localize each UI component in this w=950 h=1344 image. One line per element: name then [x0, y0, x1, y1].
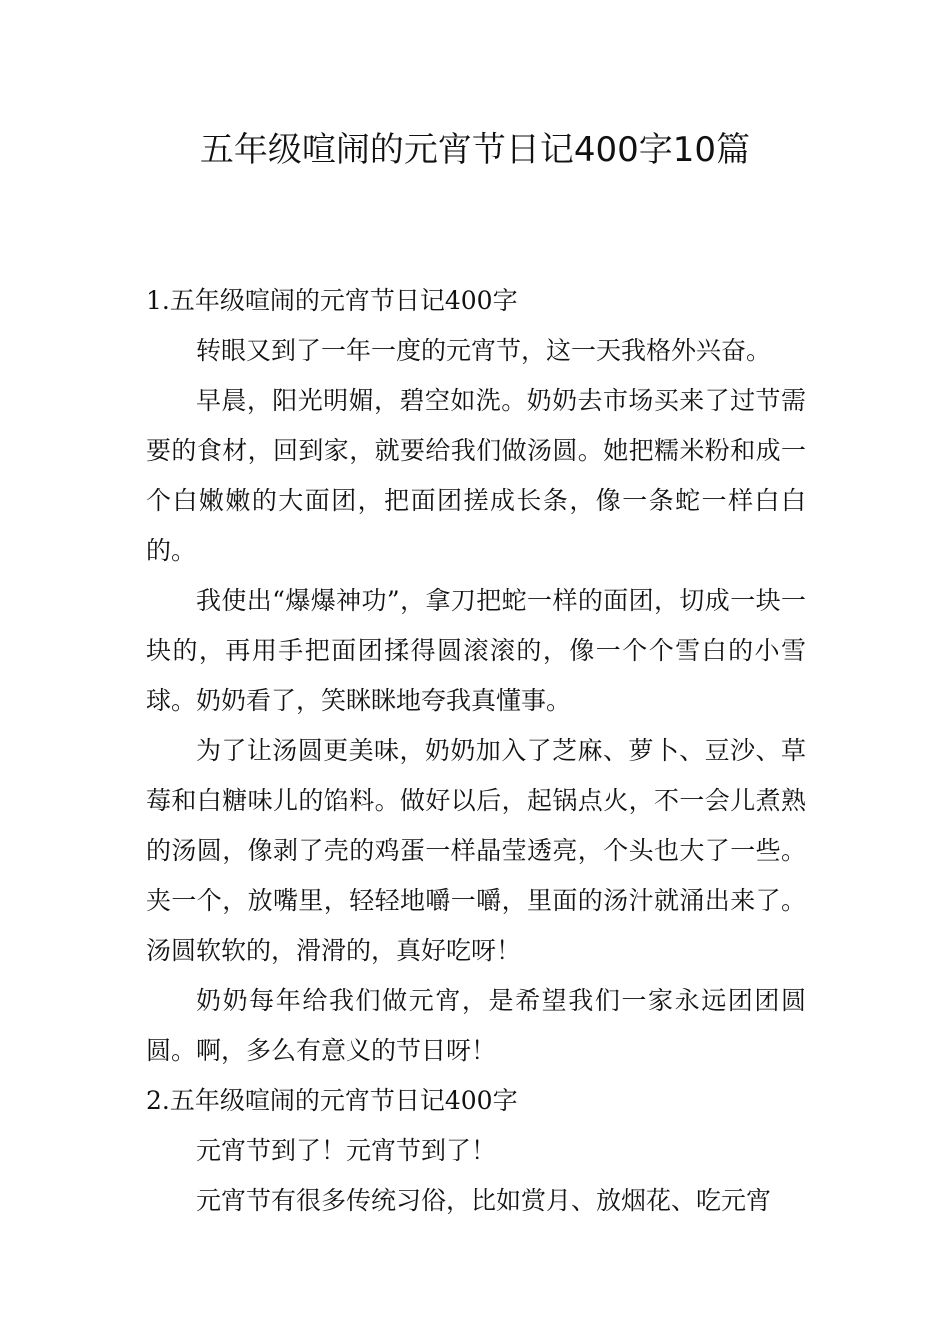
paragraph: 我使出“爆爆神功”，拿刀把蛇一样的面团，切成一块一块的，再用手把面团揉得圆滚滚的，像一个个雪白的小雪球。奶奶看了，笑眯眯地夸我真懂事。 — [146, 586, 806, 715]
section-heading: 1.五年级喧闹的元宵节日记400字 — [146, 286, 518, 315]
paragraph: 转眼又到了一年一度的元宵节，这一天我格外兴奋。 — [196, 336, 772, 365]
paragraph: 元宵节有很多传统习俗，比如赏月、放烟花、吃元宵 — [196, 1186, 772, 1215]
paragraph: 奶奶每年给我们做元宵，是希望我们一家永远团团圆圆。啊，多么有意义的节日呀！ — [146, 986, 806, 1065]
document-title: 五年级喧闹的元宵节日记400字10篇 — [199, 130, 751, 170]
section-heading: 2.五年级喧闹的元宵节日记400字 — [146, 1086, 518, 1115]
paragraph: 元宵节到了！元宵节到了！ — [196, 1136, 497, 1165]
paragraph: 早晨，阳光明媚，碧空如洗。奶奶去市场买来了过节需要的食材，回到家，就要给我们做汤圆。她把糯米粉和成一个白嫩嫩的大面团，把面团搓成长条，像一条蛇一样白白的。 — [146, 386, 806, 565]
paragraph: 为了让汤圆更美味，奶奶加入了芝麻、萝卜、豆沙、草莓和白糖味儿的馅料。做好以后，起锅点火，不一会儿煮熟的汤圆，像剥了壳的鸡蛋一样晶莹透亮，个头也大了一些。夹一个，放嘴里，轻轻地嚼一嚼，里面的汤汁就涌出来了。汤圆软软的，滑滑的，真好吃呀！ — [146, 736, 806, 965]
document-body — [146, 276, 806, 1226]
